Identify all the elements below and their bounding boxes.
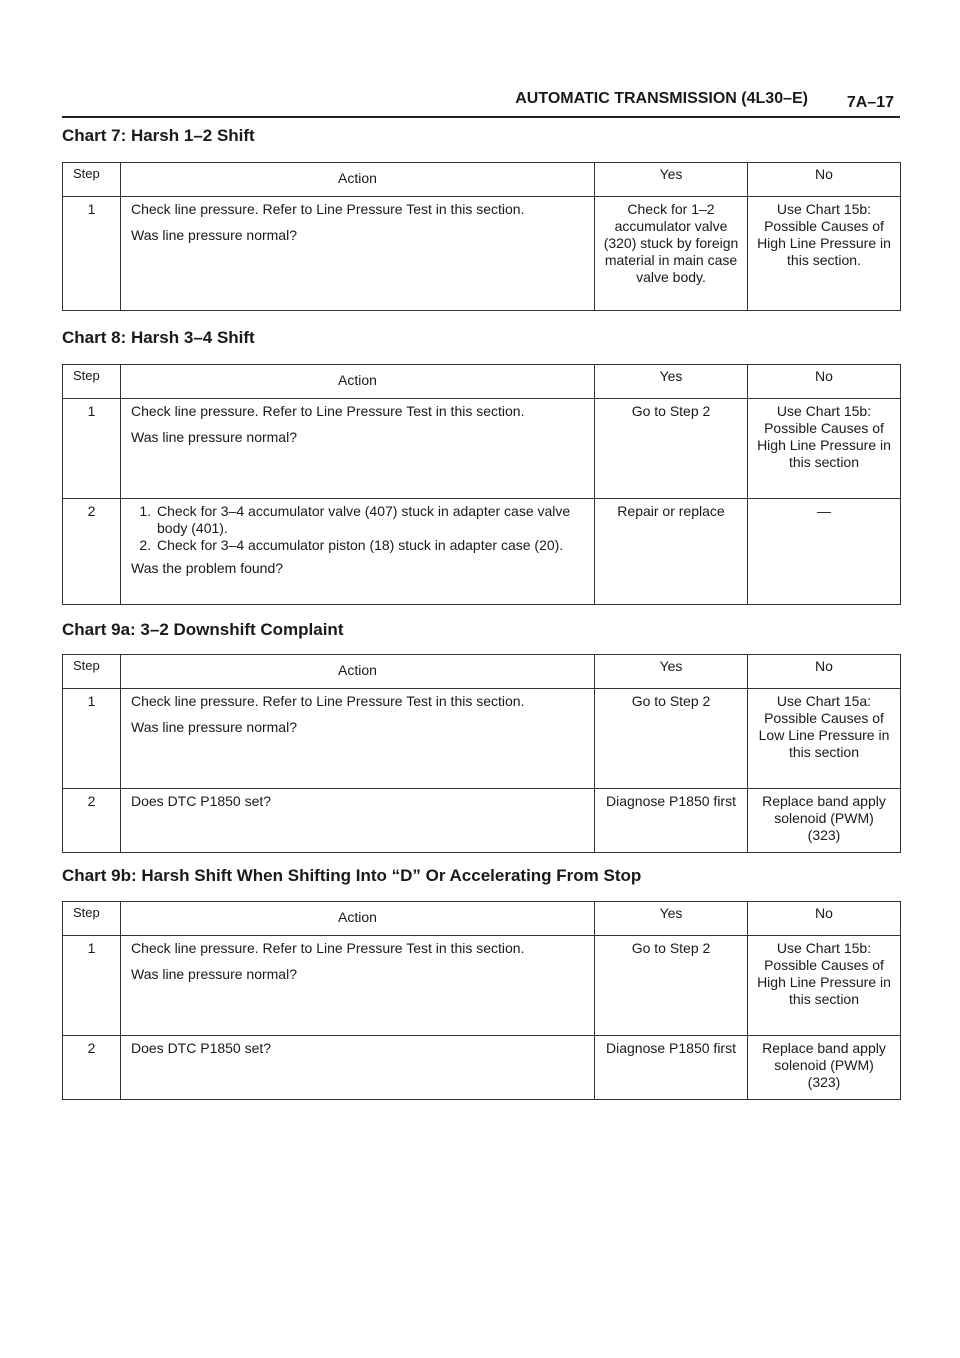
step-number: 1 xyxy=(63,689,121,789)
check-list xyxy=(131,503,586,554)
no-cell: Use Chart 15a: Possible Causes of Low Line Pressure in this section xyxy=(748,689,901,789)
yes-column-header: Yes xyxy=(595,365,748,399)
yes-column-header: Yes xyxy=(595,902,748,936)
chart-8-table xyxy=(62,364,901,605)
yes-cell: Check for 1–2 accumulator valve (320) stuck by foreign material in main case valve body. xyxy=(595,197,748,311)
page-number: 7A–17 xyxy=(846,94,894,111)
action-question: Was line pressure normal? xyxy=(131,227,297,243)
yes-cell: Diagnose P1850 first xyxy=(595,789,748,853)
header-row xyxy=(63,902,901,936)
action-instruction: Check line pressure. Refer to Line Pressure Test in this section. xyxy=(131,403,525,419)
page-header xyxy=(62,86,900,118)
section-title: AUTOMATIC TRANSMISSION (4L30–E) xyxy=(515,90,808,107)
action-column-header: Action xyxy=(121,365,595,399)
step-column-header: Step xyxy=(63,365,121,399)
action-column-header: Action xyxy=(121,163,595,197)
action-cell xyxy=(121,936,595,1036)
step-number: 2 xyxy=(63,1036,121,1100)
no-column-header: No xyxy=(748,655,901,689)
action-cell xyxy=(121,197,595,311)
action-cell xyxy=(121,399,595,499)
no-cell: Use Chart 15b: Possible Causes of High Line Pressure in this section. xyxy=(748,197,901,311)
header-row xyxy=(63,365,901,399)
table-row xyxy=(63,399,901,499)
step-column-header: Step xyxy=(63,902,121,936)
header-row xyxy=(63,163,901,197)
yes-cell: Repair or replace xyxy=(595,499,748,605)
action-question: Was line pressure normal? xyxy=(131,429,297,445)
action-cell: Does DTC P1850 set? xyxy=(121,1036,595,1100)
no-column-header: No xyxy=(748,365,901,399)
action-column-header: Action xyxy=(121,902,595,936)
action-cell xyxy=(121,499,595,605)
chart-7-title: Chart 7: Harsh 1–2 Shift xyxy=(62,126,255,145)
no-cell: Use Chart 15b: Possible Causes of High Line Pressure in this section xyxy=(748,936,901,1036)
no-cell: Use Chart 15b: Possible Causes of High Line Pressure in this section xyxy=(748,399,901,499)
action-question: Was line pressure normal? xyxy=(131,966,297,982)
action-question: Was line pressure normal? xyxy=(131,719,297,735)
table-row xyxy=(63,689,901,789)
chart-7-table xyxy=(62,162,901,311)
yes-column-header: Yes xyxy=(595,163,748,197)
step-number: 2 xyxy=(63,499,121,605)
chart-8-title: Chart 8: Harsh 3–4 Shift xyxy=(62,328,255,347)
action-cell xyxy=(121,689,595,789)
table-row xyxy=(63,499,901,605)
no-cell: Replace band apply solenoid (PWM) (323) xyxy=(748,789,901,853)
table-row xyxy=(63,197,901,311)
no-cell: — xyxy=(748,499,901,605)
table-row xyxy=(63,1036,901,1100)
no-column-header: No xyxy=(748,163,901,197)
step-number: 1 xyxy=(63,197,121,311)
action-column-header: Action xyxy=(121,655,595,689)
step-number: 2 xyxy=(63,789,121,853)
no-cell: Replace band apply solenoid (PWM) (323) xyxy=(748,1036,901,1100)
table-row xyxy=(63,789,901,853)
list-item: 2. Check for 3–4 accumulator piston (18) stuck in adapter case (20). xyxy=(155,537,586,554)
step-column-header: Step xyxy=(63,163,121,197)
chart-9b-title: Chart 9b: Harsh Shift When Shifting Into “D” Or Accelerating From Stop xyxy=(62,866,642,885)
chart-9a-table xyxy=(62,654,901,853)
list-item: 1. Check for 3–4 accumulator valve (407) stuck in adapter case valve body (401). xyxy=(155,503,586,537)
yes-cell: Go to Step 2 xyxy=(595,399,748,499)
chart-9b-table xyxy=(62,901,901,1100)
chart-9a-title: Chart 9a: 3–2 Downshift Complaint xyxy=(62,620,344,639)
step-number: 1 xyxy=(63,936,121,1036)
step-column-header: Step xyxy=(63,655,121,689)
table-row xyxy=(63,936,901,1036)
action-instruction: Check line pressure. Refer to Line Pressure Test in this section. xyxy=(131,693,525,709)
step-number: 1 xyxy=(63,399,121,499)
action-question: Was the problem found? xyxy=(131,560,284,576)
yes-cell: Go to Step 2 xyxy=(595,689,748,789)
no-column-header: No xyxy=(748,902,901,936)
action-cell: Does DTC P1850 set? xyxy=(121,789,595,853)
action-instruction: Check line pressure. Refer to Line Pressure Test in this section. xyxy=(131,940,525,956)
yes-column-header: Yes xyxy=(595,655,748,689)
yes-cell: Go to Step 2 xyxy=(595,936,748,1036)
header-row xyxy=(63,655,901,689)
yes-cell: Diagnose P1850 first xyxy=(595,1036,748,1100)
action-instruction: Check line pressure. Refer to Line Pressure Test in this section. xyxy=(131,201,525,217)
